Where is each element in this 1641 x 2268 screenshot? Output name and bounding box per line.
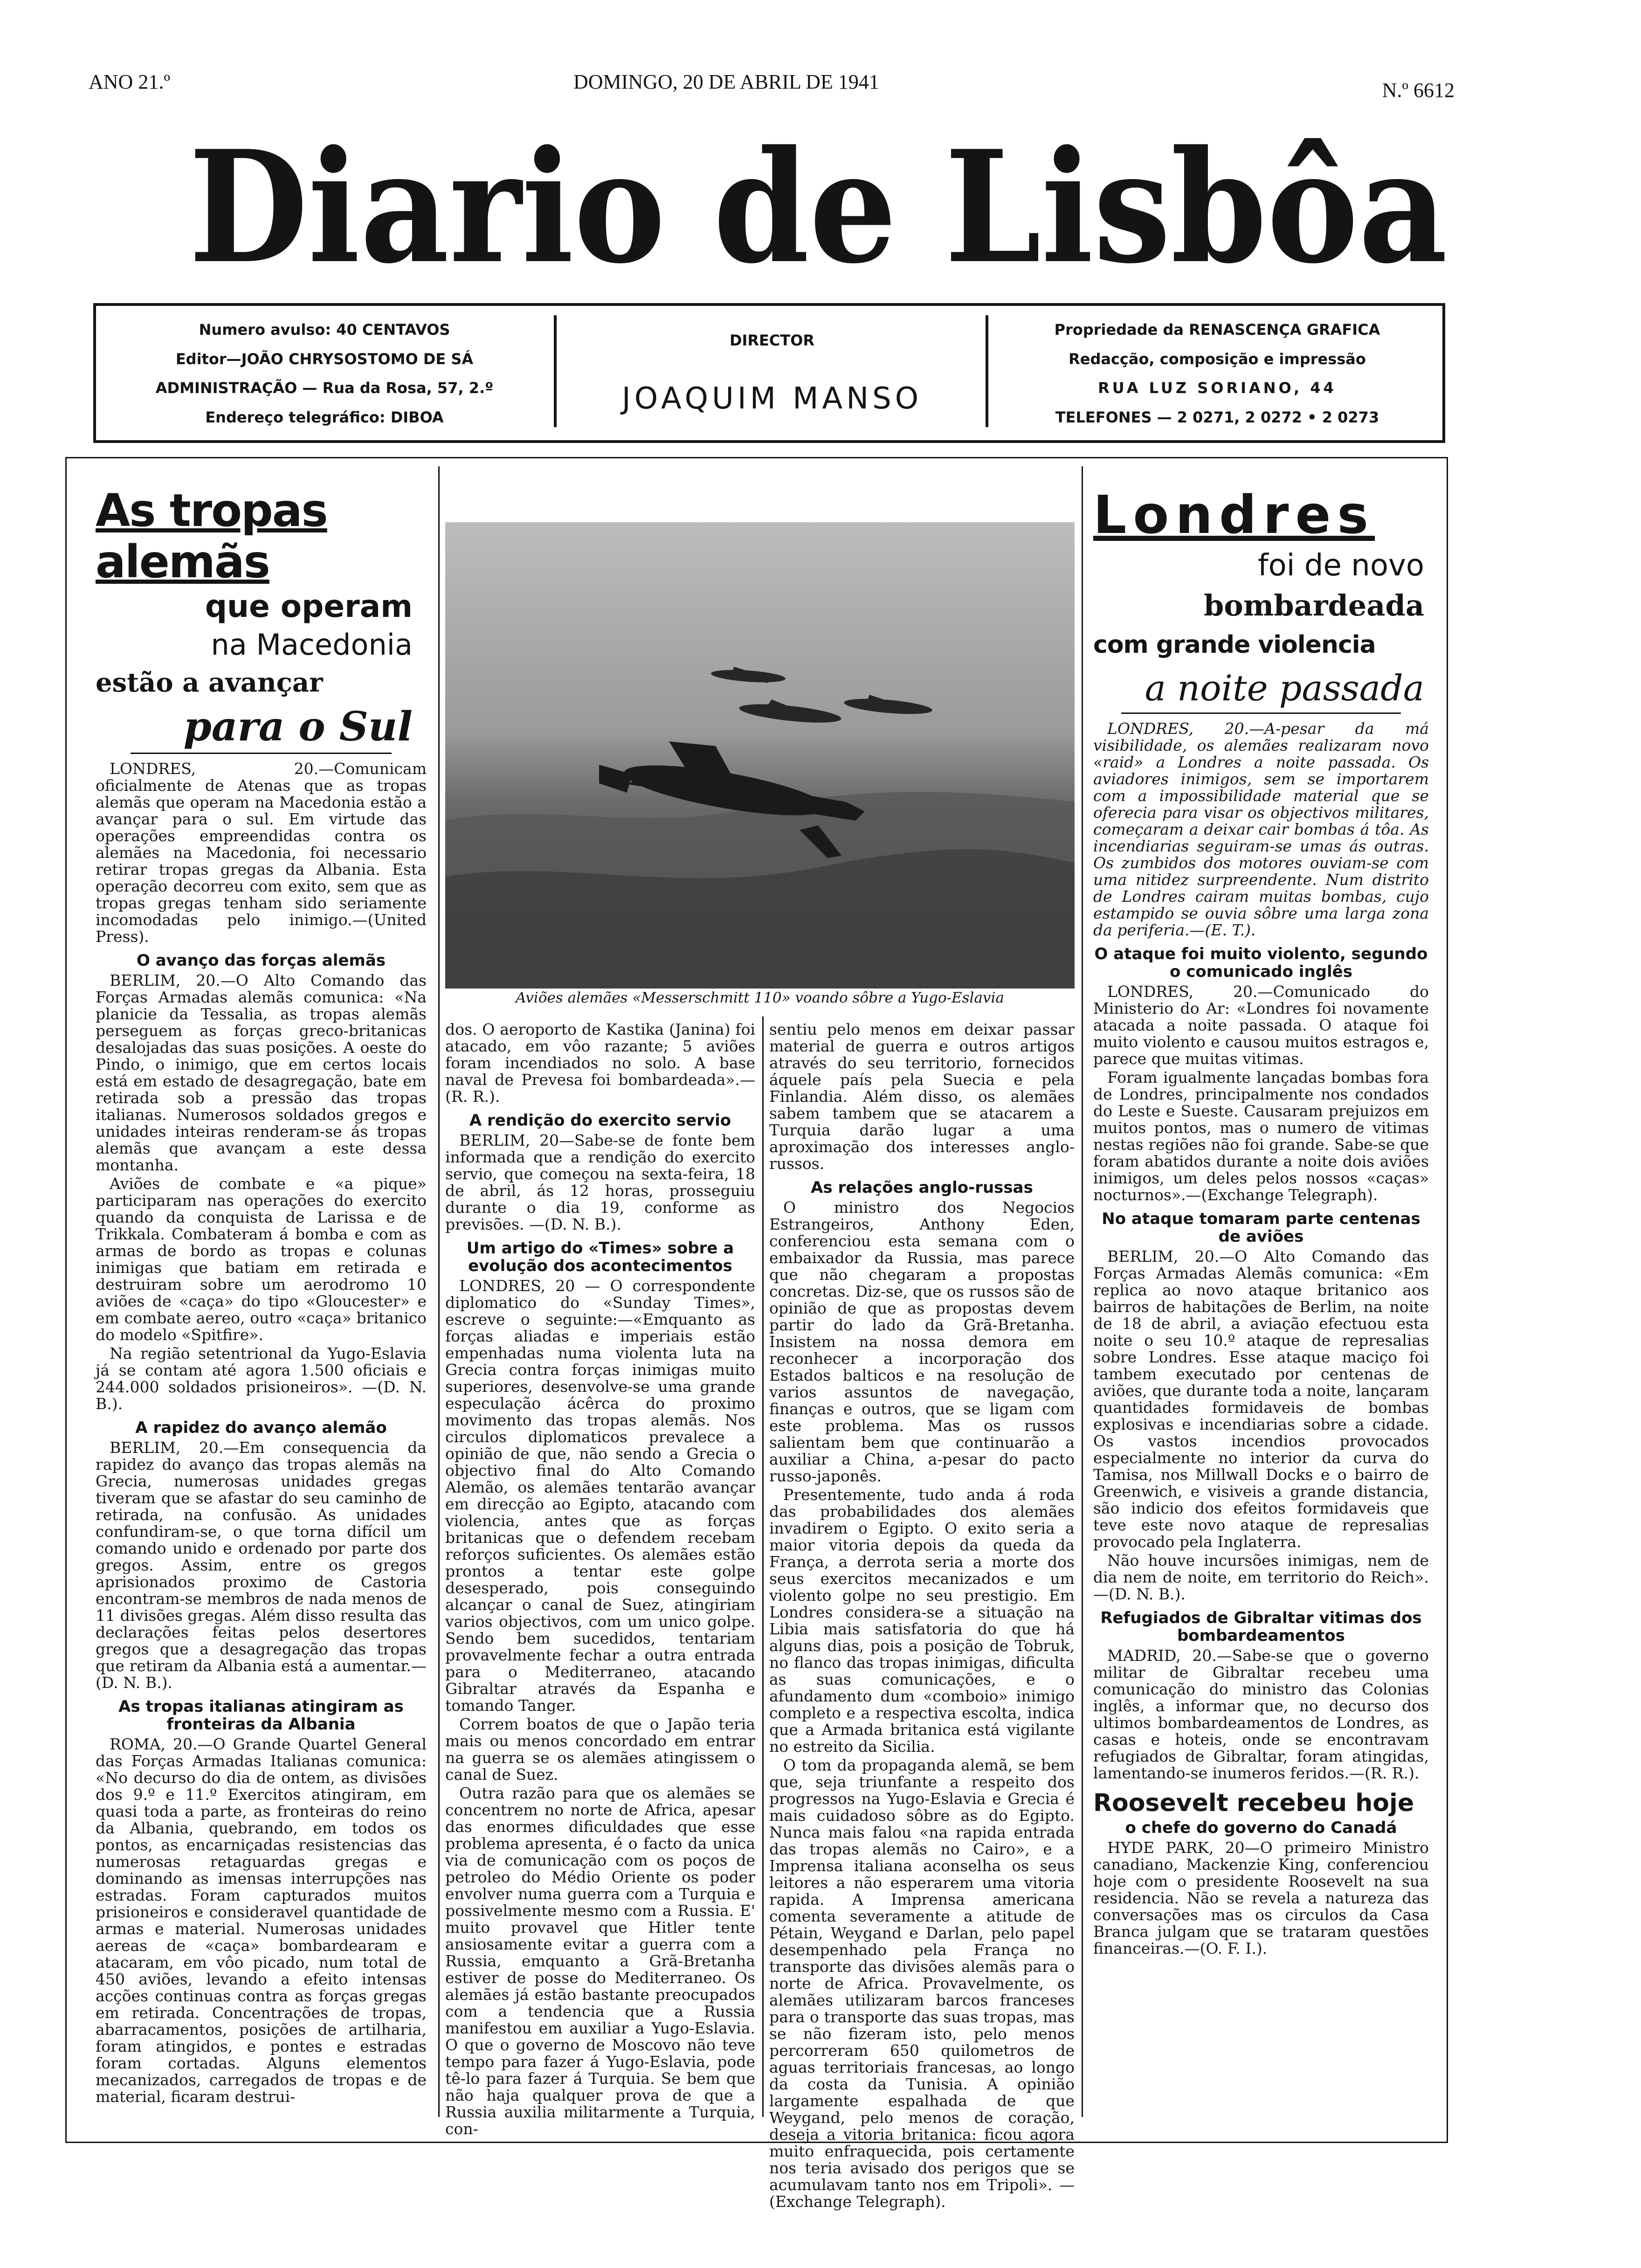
- photo-caption: Aviões alemães «Messerschmitt 110» voando sôbre a Yugo-Eslavia: [516, 989, 1004, 1006]
- left-headline-4: estão a avançar: [96, 667, 323, 698]
- info-divider: [554, 315, 557, 427]
- roosevelt-headline: Roosevelt recebeu hoje: [1093, 1789, 1414, 1817]
- subheading: O ataque foi muito violento, segundo o comunicado inglês: [1094, 945, 1428, 981]
- paragraph: Na região setentrional da Yugo-Eslavia já se contam até agora 1.500 oficiais e 244.000 soldados prisioneiros». —(D. N. B.).: [96, 1344, 427, 1413]
- left-headline-5: para o Sul: [183, 703, 413, 750]
- paragraph: LONDRES, 20.—Comunicam oficialmente de Atenas que as tropas alemãs que operam na Macedonia estão a avançar para o sul. Em virtude das operações empreendidas contra os alemães na Macedonia, foi necessario retirar tropas gregas da Albania. Esta operação decorreu com exito, sem que as tropas gregas tenham sido seriamente incomodadas pelo inimigo.—(United Press).: [96, 760, 427, 946]
- news-photo: [445, 522, 1075, 989]
- paragraph: dos. O aeroporto de Kastika (Janina) foi atacado, em vôo razante; 5 aviões foram incendiados no solo. A base naval de Prevesa foi bombardeada».—(R. R.).: [445, 1020, 755, 1106]
- info-divider: [986, 315, 988, 427]
- paragraph: LONDRES, 20.—A-pesar da má visibilidade, os alemães realizaram novo «raid» a Londres a noite passada. Os aviadores inimigos, sem se importarem com a impossibilidade material que se oferecia para visar os objectivos militares, começaram a deixar cair bombas á tôa. As incendiarias seguiram-se umas ás outras. Os zumbidos dos motores ouviam-se com uma nitidez surpreendente. Num distrito de Londres cairam muitas bombas, cujo estampido se ouvia sôbre uma larga zona da periferia.—(E. T.).: [1093, 719, 1429, 939]
- info-owner-block: [991, 315, 1443, 432]
- right-headline-3: bombardeada: [1204, 588, 1424, 622]
- paragraph: HYDE PARK, 20—O primeiro Ministro canadiano, Mackenzie King, conferenciou hoje com o presidente Roosevelt na sua residencia. Não se revela a natureza das conversações mas os circulos da Casa Branca julgam que se trataram questões financeiras.—(O. F. I.).: [1093, 1839, 1429, 1957]
- paragraph: LONDRES, 20 — O correspondente diplomatico do «Sunday Times», escreve o seguinte:—«Emquanto as forças aliadas e imperiais estão empenhadas numa violenta luta na Grecia contra forças inimigas muito superiores, desenvolve-se uma grande especulação ácêrca do proximo movimento das tropas alemãs. Nos circulos diplomaticos prevalece a opinião de que, não sendo a Grecia o objectivo final do Alto Comando Alemão, os alemães tentarão avançar em direcção ao Egipto, atacando com violencia, antes que as forças britanicas que o defendem recebam reforços suficientes. Os alemães estão prontos a tentar este golpe desesperado, pois conseguindo alcançar o canal de Suez, atingiriam varios objectivos, com um unico golpe. Sendo bem sucedidos, tentariam provavelmente fechar a outra entrada para o Mediterraneo, atacando Gibraltar através da Espanha e tomando Tanger.: [445, 1277, 755, 1715]
- info-director-block: [558, 315, 986, 432]
- paragraph: Outra razão para que os alemães se concentrem no norte de Africa, apesar das enormes dificuldades que esse problema apresenta, é o facto da unica via de comunicação com os poços de petroleo do Médio Oriente os poder envolver numa guerra com a Turquia e possivelmente mesmo com a Russia. E' muito provavel que Hitler tente ansiosamente evitar a guerra com a Russia, emquanto a Grã-Bretanha estiver de posse do Mediterraneo. Os alemães já estão bastante preocupados com a tendencia que a Russia manifestou em auxiliar a Yugo-Eslavia. O que o governo de Moscovo não teve tempo para fazer á Yugo-Eslavia, pode tê-lo para fazer á Turquia. Se bem que não haja qualquer prova de que a Russia auxilia militarmente a Turquia, con-: [445, 1784, 755, 2138]
- left-headline-1: As tropas alemãs: [96, 484, 327, 588]
- paragraph: O tom da propaganda alemã, se bem que, seja triunfante a respeito dos progressos na Yugo-Eslavia e Grecia é mais cuidadoso sôbre as do Egipto. Nunca mais falou «na rapida entrada das tropas alemãs no Cairo», e a Imprensa italiana aconselha os seus leitores a não esperarem uma vitoria rapida. A Imprensa americana comenta severamente a atitude de Pétain, Weygand e Darlan, pelo papel desempenhado pela França no transporte das divisões alemãs para o norte de Africa. Provavelmente, os alemães utilizaram barcos franceses para o transporte das suas tropas, mas se não fizeram isto, pelo menos percorreram 650 quilometros de aguas territoriais francesas, ao longo da costa da Tunisia. A opinião largamente espalhada de que Weygand, pelo menos de coração, deseja a vitoria britanica: ficou agora muito enfraquecida, pois certamente nos teria avisado dos perigos que se acumulavam tanto nos em Tripoli». —(Exchange Telegraph).: [769, 1756, 1075, 2211]
- masthead: [177, 107, 1459, 294]
- subheading: As relações anglo-russas: [811, 1178, 1033, 1197]
- telegraph-line: Endereço telegráfico: DIBOA: [205, 408, 444, 426]
- paragraph: sentiu pelo menos em deixar passar material de guerra e outros artigos através do seu territorio, fornecidos áquele país pela Suecia e pela Finlandia. Além disso, os alemães sabem tambem que se atacarem a Turquia darão lugar a uma aproximação dos interesses anglo-russos.: [769, 1020, 1075, 1173]
- paragraph: Não houve incursões inimigas, nem de dia nem de noite, em territorio do Reich».—(D. N. B.).: [1093, 1551, 1429, 1603]
- subheading: A rapidez do avanço alemão: [135, 1418, 387, 1437]
- admin-line: ADMINISTRAÇÃO — Rua da Rosa, 57, 2.º: [155, 379, 494, 397]
- right-headline-2: foi de novo: [1258, 548, 1424, 583]
- column-rule: [762, 1016, 764, 2117]
- owner-line: Propriedade da RENASCENÇA GRAFICA: [1054, 321, 1380, 339]
- right-headline-5: a noite passada: [1145, 667, 1424, 709]
- subheading: Refugiados de Gibraltar vitimas dos bombardeamentos: [1100, 1609, 1422, 1645]
- paragraph: ROMA, 20.—O Grande Quartel General das Forças Armadas Italianas comunica: «No decurso do dia de ontem, as divisões dos 9.º e 11.º Exercitos atingiram, em quasi toda a parte, as fronteiras do reino da Albania, quebrando, em todos os pontos, as encarniçadas resistencias das numerosas retaguardas gregas e dominando as imensas interrupções nas estradas. Foram capturados muitos prisioneiros e consideravel quantidade de armas e material. Numerosas unidades aereas de «caça» bombardearam e atacaram, em vôo picado, num total de 450 aviões, levando a efeito intensas acções continuas contra as forças gregas em retirada. Concentrações de tropas, abarracamentos, posições de artilharia, foram atingidos, e pontes e estradas foram cortadas. Alguns elementos mecanizados, carregados de tropas e de material, ficaram destrui-: [96, 1735, 427, 2106]
- masthead-logo: [177, 107, 1459, 294]
- director-label: DIRECTOR: [729, 331, 815, 349]
- paragraph: BERLIM, 20—Sabe-se de fonte bem informada que a rendição do exercito servio, que começou na sexta-feira, 18 de abril, ás 12 horas, prosseguiu durante o dia 19, conforme as previsões. —(D. N. B.).: [445, 1131, 755, 1233]
- paragraph: LONDRES, 20.—Comunicado do Ministerio do Ar: «Londres foi novamente atacada a noite passada. O ataque foi muito violento e causou muitos estragos e, parece que muitas vitimas.: [1093, 982, 1429, 1068]
- info-box: [93, 303, 1445, 443]
- street-line: RUA LUZ SORIANO, 44: [1098, 379, 1337, 397]
- right-headline-1: Londres: [1093, 485, 1375, 546]
- paragraph: MADRID, 20.—Sabe-se que o governo militar de Gibraltar recebeu uma comunicação do ministro das Colonias inglês, a informar que, no decurso dos ultimos bombardeamentos de Londres, as casas e hoteis, onde se encontravam refugiados de Gibraltar, foram atingidas, lamentando-se inumeros feridos.—(R. R.).: [1093, 1646, 1429, 1782]
- column-rule: [438, 466, 440, 2117]
- phones-line: TELEFONES — 2 0271, 2 0272 • 2 0273: [1055, 408, 1379, 426]
- subheading: Um artigo do «Times» sobre a evolução dos acontecimentos: [466, 1239, 734, 1275]
- headline-rule: [131, 753, 392, 754]
- year-label: ANO 21.º: [89, 70, 170, 93]
- right-article-body: [1093, 720, 1429, 1957]
- headline-rule: [1121, 712, 1401, 714]
- composition-line: Redacção, composição e impressão: [1069, 350, 1366, 368]
- masthead-title: Diario de Lisbôa: [189, 117, 1448, 294]
- subheading: No ataque tomaram parte centenas de aviões: [1102, 1210, 1420, 1246]
- middle-column-2: [769, 1021, 1075, 2212]
- paragraph: O ministro dos Negocios Estrangeiros, Anthony Eden, conferenciou esta semana com o embaixador da Russia, mas parece que não chegaram a propostas concretas. Diz-se, que os russos são de opinião de que as propostas devem partir do lado da Grã-Bretanha. Insistem na nossa demora em reconhecer a incorporação dos Estados balticos e na resolução de varios assuntos de navegação, finanças e outros, que se ligam com este problema. Mas os russos salientam bem que continuarão a auxiliar a China, a-pesar do pacto russo-japonês.: [769, 1198, 1075, 1485]
- paragraph: BERLIM, 20.—Em consequencia da rapidez do avanço das tropas alemãs na Grecia, numerosas unidades gregas tiveram que se afastar do seu caminho de retirada, na confusão. As unidades confundiram-se, o que torna difícil um comando unido e ordenado por parte dos gregos. Assim, entre os gregos aprisionados proximo de Castoria encontram-se membros de nada menos de 11 divisões gregas. Além disso resulta das declarações feitas pelos desertores gregos que a desagregação das tropas que retiram da Albania está a aumentar.—(D. N. B.).: [96, 1438, 427, 1692]
- right-article: [1093, 485, 1429, 1959]
- left-headline-3: na Macedonia: [211, 628, 413, 662]
- paragraph: BERLIM, 20.—O Alto Comando das Forças Armadas Alemãs comunica: «Em replica ao novo ataque britanico aos bairros de habitações de Berlim, na noite de 18 de abril, a aviação efectuou esta noite o seu 10.º ataque de represalias sobre Londres. Esse ataque maciço foi tambem executado por centenas de aviões, que durante toda a noite, lançaram quantidades formidaveis de bombas explosivas e incendiarias sobre a cidade. Os vastos incendios provocados especialmente no interior da curva do Tamisa, nos Millwall Docks e o bairro de Greenwich, e visiveis a grande distancia, são indicio dos efeitos formidaveis que teve este novo ataque de represalias provocado pela Inglaterra.: [1093, 1247, 1429, 1551]
- info-admin-block: [96, 315, 553, 432]
- issue-date: DOMINGO, 20 DE ABRIL DE 1941: [573, 70, 879, 93]
- director-name: JOAQUIM MANSO: [621, 381, 923, 416]
- left-article: [96, 485, 427, 2107]
- editor-line: Editor—JOÃO CHRYSOSTOMO DE SÁ: [175, 350, 474, 368]
- subheading: A rendição do exercito servio: [469, 1111, 731, 1130]
- photo-planes-image: [445, 522, 1075, 989]
- subheading: o chefe do governo do Canadá: [1125, 1819, 1397, 1837]
- paragraph: Presentemente, tudo anda á roda das probabilidades dos alemães invadirem o Egipto. O exito seria a maior vitoria depois da queda da França, a derrota seria a morte dos seus exercitos mecanizados e um violento golpe no seu prestigio. Em Londres considera-se a situação na Libia mais satisfatoria do que há alguns dias, pois a posição de Tobruk, no flanco das tropas inimigas, dificulta as suas comunicações, e o afundamento dum «comboio» inimigo completo e a respectiva escolta, indica que a Armada britanica está vigilante no estreito da Sicilia.: [769, 1486, 1075, 1756]
- paragraph: BERLIM, 20.—O Alto Comando das Forças Armadas alemãs comunica: «Na planicie da Tessalia, as tropas alemãs perseguem as forças greco-britanicas desalojadas das suas posições. A oeste do Pindo, o inimigo, que em certos locais está em estado de desagregação, bate em retirada sob a pressão das tropas italianas. Numerosos soldados gregos e unidades inteiras renderam-se ás tropas alemãs que avançam a este dessa montanha.: [96, 971, 427, 1174]
- left-headline-2: que operam: [205, 588, 413, 624]
- left-article-body: [96, 761, 427, 2105]
- subheading: O avanço das forças alemãs: [136, 951, 386, 970]
- subheading: As tropas italianas atingiram as fronteiras da Albania: [118, 1697, 404, 1734]
- paragraph: Foram igualmente lançadas bombas fora de Londres, principalmente nos condados do Leste e Sueste. Causaram prejuizos em muitos pontos, mas o numero de vitimas nestas regiões não foi grande. Sabe-se que foram abatidos durante a noite dois aviões inimigos, um deles pelos nossos «caças» nocturnos».—(Exchange Telegraph).: [1093, 1068, 1429, 1204]
- paragraph: Aviões de combate e «a pique» participaram nas operações do exercito quando da conquista de Larissa e de Trikkala. Combateram á bomba e com as armas de bordo as tropas e colunas inimigas que batiam em retirada e destruiram sobre um aerodromo 10 aviões de «caça» do tipo «Gloucester» e em combate aereo, outro «caça» britanico do modelo «Spitfire».: [96, 1175, 427, 1344]
- right-headline-4: com grande violencia: [1093, 631, 1376, 659]
- middle-column-1: [445, 1021, 755, 2139]
- issue-number: N.º 6612: [1382, 79, 1455, 102]
- paragraph: Correm boatos de que o Japão teria mais ou menos concordado em entrar na guerra se os alemães atingissem o canal de Suez.: [445, 1715, 755, 1784]
- column-rule: [1082, 466, 1083, 2117]
- price-line: Numero avulso: 40 CENTAVOS: [199, 321, 450, 339]
